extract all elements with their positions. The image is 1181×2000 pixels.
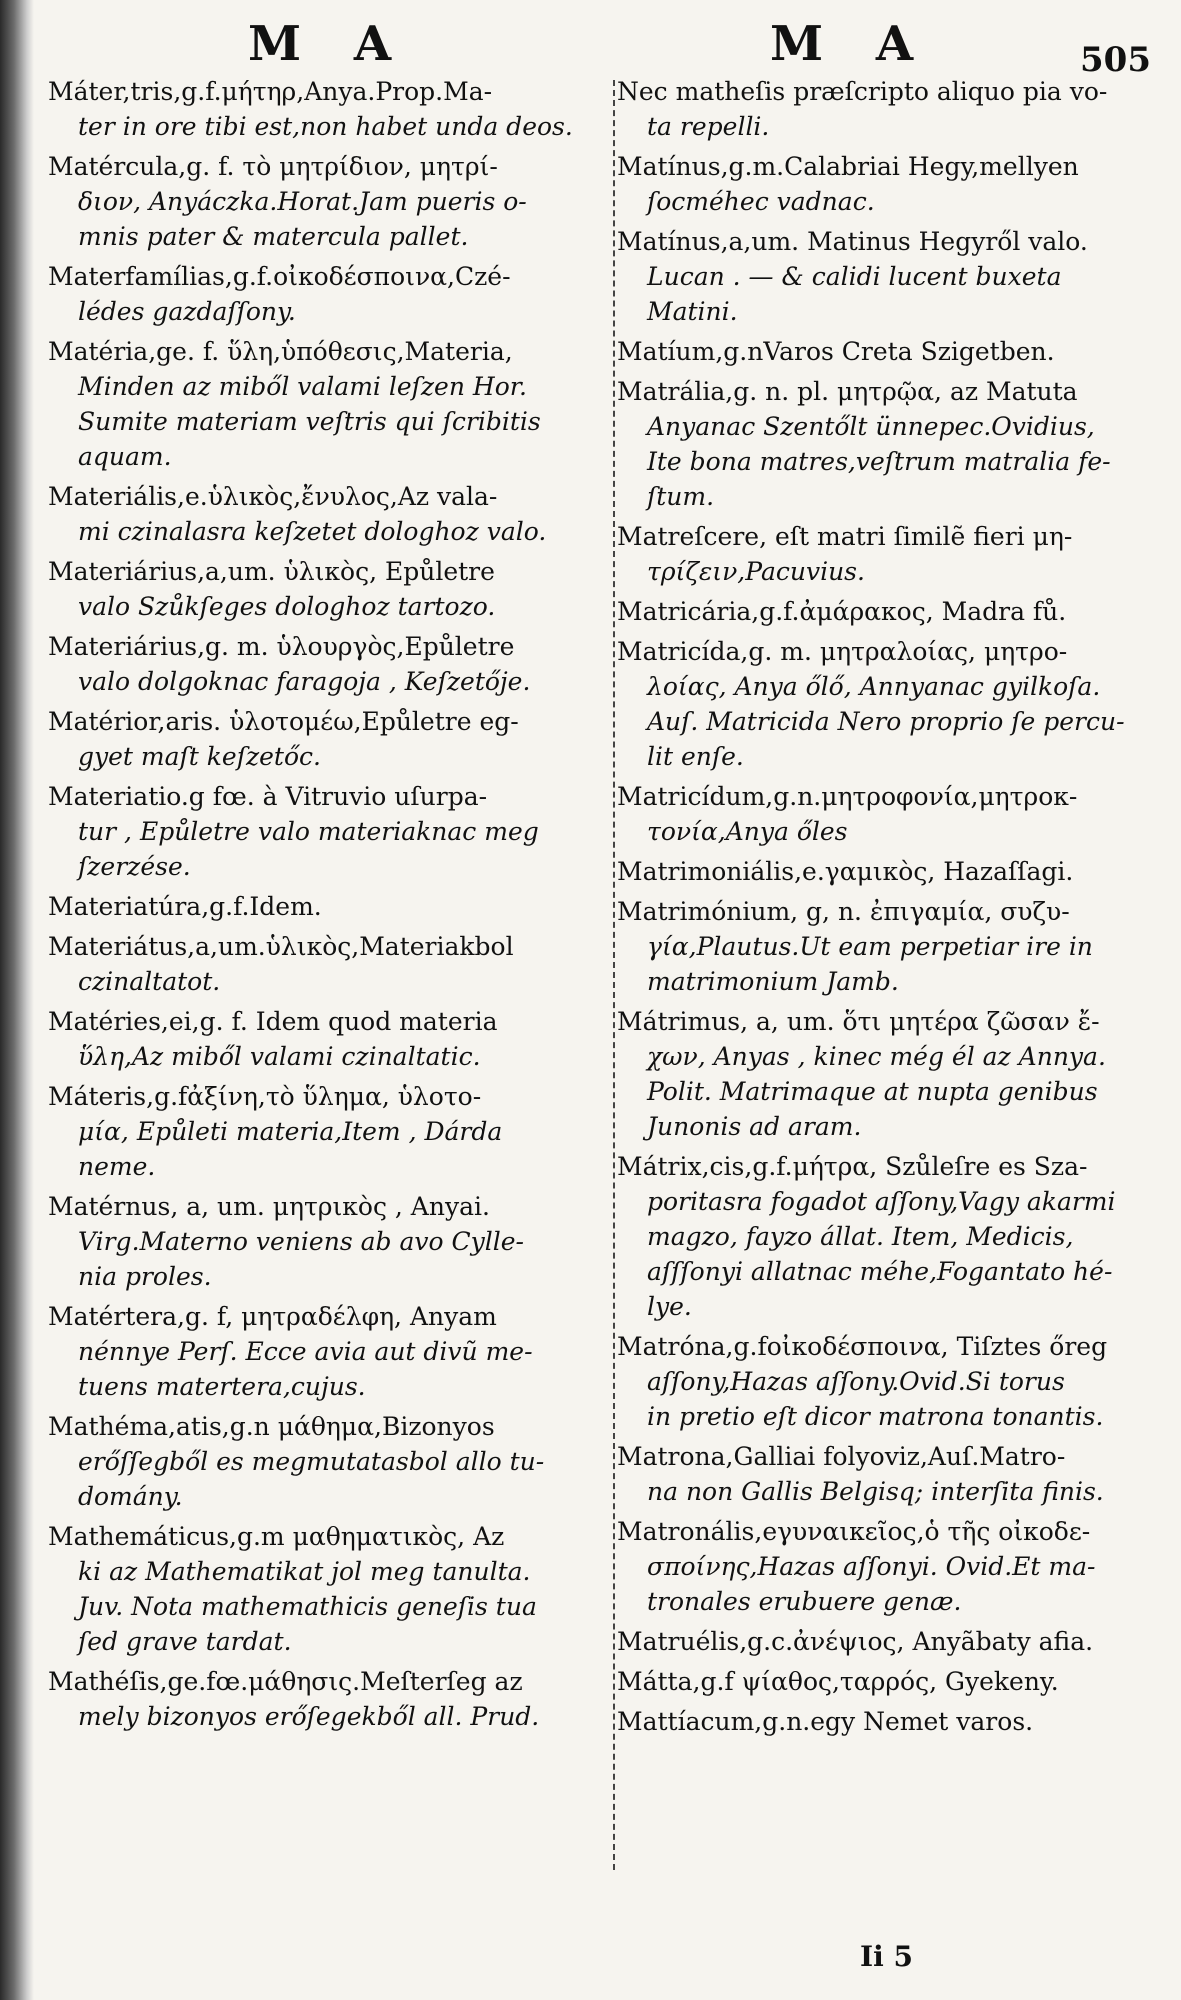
dictionary-entry <box>48 74 603 144</box>
entry-continuation: erőſſegből es megmutatasbol allo tu- <box>78 1447 545 1476</box>
page-number: 505 <box>1080 40 1151 80</box>
entry-continuation: τρίζειν,Pacuvius. <box>647 557 865 586</box>
entry-headline: Matrimónium, g, n. ἐπιγαμία, συζυ- <box>617 897 1070 926</box>
entry-continuation: τονία,Anya őles <box>647 817 848 846</box>
entry-continuation: Anyanac Szentőlt ünnepec.Ovidius, <box>647 412 1095 441</box>
dictionary-entry <box>617 149 1157 219</box>
book-binding-shadow <box>0 0 34 2000</box>
entry-headline: Materiális,e.ὑλικὸς,ἔνυλος,Az vala- <box>48 482 498 511</box>
entry-continuation: tuens matertera,cujus. <box>78 1372 366 1401</box>
dictionary-entry <box>617 334 1157 369</box>
entry-continuation: mi czinalasra keſzetet dologhoz valo. <box>78 517 547 546</box>
entry-continuation: nénnye Perſ. Ecce avia aut divũ me- <box>78 1337 533 1366</box>
dictionary-entry <box>48 149 603 254</box>
dictionary-entry <box>48 259 603 329</box>
entry-continuation: poritasra fogadot aſſony,Vagy akarmi <box>647 1187 1116 1216</box>
dictionary-entry <box>48 1664 603 1734</box>
entry-continuation: domány. <box>78 1482 183 1511</box>
entry-headline: Mátta,g.f ψίαθος,ταρρός, Gyekeny. <box>617 1667 1059 1696</box>
entry-headline: Mathéma,atis,g.n μάθημα,Bizonyos <box>48 1412 495 1441</box>
entry-continuation: valo Szůkſeges dologhoz tartozo. <box>78 592 496 621</box>
entry-headline: Matíum,g.nVaros Creta Szigetben. <box>617 337 1055 366</box>
entry-headline: Mattíacum,g.n.egy Nemet varos. <box>617 1707 1034 1736</box>
dictionary-entry <box>617 519 1157 589</box>
dictionary-entry <box>48 1409 603 1514</box>
entry-headline: Materfamílias,g.f.οἰκοδέσποινα,Czé- <box>48 262 511 291</box>
left-column <box>48 74 603 1739</box>
entry-headline: Máteris,g.fἀξίνη,τὸ ὕλημα, ὑλοτο- <box>48 1082 482 1111</box>
entry-continuation: valo dolgoknac faragoja , Keſzetője. <box>78 667 531 696</box>
entry-headline: Matínus,g.m.Calabriai Hegy,mellyen <box>617 152 1079 181</box>
entry-headline: Matricída,g. m. μητραλοίας, μητρο- <box>617 637 1068 666</box>
entry-continuation: ſzerzése. <box>78 852 191 881</box>
dictionary-entry <box>617 779 1157 849</box>
entry-continuation: czinaltatot. <box>78 967 221 996</box>
dictionary-entry <box>48 889 603 924</box>
entry-continuation: λοίας, Anya őlő, Annyanac gyilkoſa. <box>647 672 1101 701</box>
entry-continuation: Auſ. Matricida Nero proprio ſe percu- <box>647 707 1125 736</box>
dictionary-entry <box>48 1079 603 1184</box>
entry-continuation: Matini. <box>647 297 738 326</box>
entry-continuation: aſſony,Hazas aſſony.Ovid.Si torus <box>647 1367 1065 1396</box>
entry-headline: Matrimoniális,e.γαμικὸς, Hazaſſagi. <box>617 857 1074 886</box>
dictionary-entry <box>48 1004 603 1074</box>
entry-continuation: ſtum. <box>647 482 715 511</box>
entry-continuation: nia proles. <box>78 1262 212 1291</box>
dictionary-entry <box>617 1004 1157 1144</box>
dictionary-entry <box>617 854 1157 889</box>
entry-continuation: ὕλη,Az miből valami czinaltatic. <box>78 1042 481 1071</box>
dictionary-entry <box>48 479 603 549</box>
dictionary-entry <box>617 894 1157 999</box>
entry-continuation: γία,Plautus.Ut eam perpetiar ire in <box>647 932 1093 961</box>
entry-headline: Matéries,ei,g. f. Idem quod materia <box>48 1007 498 1036</box>
signature-mark: Ii 5 <box>860 1940 913 1973</box>
entry-continuation: neme. <box>78 1152 156 1181</box>
entry-headline: Matrona,Galliai folyoviz,Auſ.Matro- <box>617 1442 1066 1471</box>
entry-headline: Nec matheſis præſcripto aliquo pia vo- <box>617 77 1108 106</box>
entry-continuation: ta repelli. <box>647 112 770 141</box>
entry-continuation: mely bizonyos erőſegekből all. Prud. <box>78 1702 540 1731</box>
entry-headline: Mátrimus, a, um. ὅτι μητέρα ζῶσαν ἔ- <box>617 1007 1100 1036</box>
entry-continuation: aſſſonyi allatnac méhe,Fogantato hé- <box>647 1257 1113 1286</box>
entry-continuation: matrimonium Jamb. <box>647 967 899 996</box>
entry-continuation: lédes gazdaſſony. <box>78 297 296 326</box>
entry-continuation: Virg.Materno veniens ab avo Cylle- <box>78 1227 524 1256</box>
entry-continuation: ter in ore tibi est,non habet unda deos. <box>78 112 573 141</box>
dictionary-entry <box>617 1704 1157 1739</box>
entry-continuation: lye. <box>647 1292 692 1321</box>
dictionary-entry <box>617 74 1157 144</box>
dictionary-entry <box>617 1149 1157 1324</box>
dictionary-entry <box>48 929 603 999</box>
dictionary-entry <box>48 554 603 624</box>
entry-headline: Matértera,g. f, μητραδέλφη, Anyam <box>48 1302 497 1331</box>
entry-headline: Matricídum,g.n.μητροφονία,μητροκ- <box>617 782 1078 811</box>
dictionary-entry <box>617 1624 1157 1659</box>
dictionary-entry <box>617 224 1157 329</box>
dictionary-entry <box>617 1664 1157 1699</box>
entry-headline: Matricária,g.f.ἀμάρακος, Madra fů. <box>617 597 1067 626</box>
running-head-right: M A <box>770 16 932 72</box>
entry-headline: Matércula,g. f. τὸ μητρίδιον, μητρί- <box>48 152 498 181</box>
right-column <box>617 74 1157 1744</box>
dictionary-entry <box>48 704 603 774</box>
dictionary-entry <box>48 1519 603 1659</box>
entry-headline: Matínus,a,um. Matinus Hegyről valo. <box>617 227 1088 256</box>
entry-continuation: Junonis ad aram. <box>647 1112 862 1141</box>
entry-continuation: ſed grave tardat. <box>78 1627 292 1656</box>
entry-headline: Matérnus, a, um. μητρικὸς , Anyai. <box>48 1192 490 1221</box>
entry-continuation: magzo, fayzo állat. Item, Medicis, <box>647 1222 1074 1251</box>
dictionary-entry <box>617 1329 1157 1434</box>
entry-continuation: Polit. Matrimaque at nupta genibus <box>647 1077 1098 1106</box>
entry-continuation: gyet maſt keſzetőc. <box>78 742 321 771</box>
entry-continuation: ki az Mathematikat jol meg tanulta. <box>78 1557 531 1586</box>
dictionary-entry <box>48 1299 603 1404</box>
entry-continuation: μία, Epůleti materia,Item , Dárda <box>78 1117 503 1146</box>
entry-continuation: σποίνης,Hazas aſſonyi. Ovid.Et ma- <box>647 1552 1096 1581</box>
entry-headline: Matrália,g. n. pl. μητρῷα, az Matuta <box>617 377 1078 406</box>
entry-continuation: lit enſe. <box>647 742 744 771</box>
running-head-left: M A <box>248 16 410 72</box>
entry-continuation: na non Gallis Belgisq; interſita finis. <box>647 1477 1104 1506</box>
entry-headline: Matreſcere, eſt matri ſimilẽ fieri μη- <box>617 522 1073 551</box>
entry-continuation: in pretio eſt dicor matrona tonantis. <box>647 1402 1104 1431</box>
column-divider <box>613 80 615 1870</box>
entry-headline: Máter,tris,g.f.μήτηρ,Anya.Prop.Ma- <box>48 77 493 106</box>
entry-headline: Mathéſis,ge.fœ.μάθησις.Meſterſeg az <box>48 1667 523 1696</box>
entry-continuation: διον, Anyáczka.Horat.Jam pueris o- <box>78 187 527 216</box>
entry-continuation: aquam. <box>78 442 172 471</box>
entry-headline: Matérior,aris. ὑλοτομέω,Epůletre eg- <box>48 707 519 736</box>
entry-headline: Matróna,g.fοἰκοδέσποινα, Tiſztes őreg <box>617 1332 1108 1361</box>
dictionary-entry <box>48 779 603 884</box>
entry-continuation: Sumite materiam veſtris qui ſcribitis <box>78 407 541 436</box>
dictionary-entry <box>617 594 1157 629</box>
dictionary-entry <box>617 374 1157 514</box>
entry-continuation: Ite bona matres,veſtrum matralia fe- <box>647 447 1111 476</box>
entry-headline: Materiatio.g fœ. à Vitruvio uſurpa- <box>48 782 488 811</box>
dictionary-entry <box>617 1514 1157 1619</box>
dictionary-entry <box>48 334 603 474</box>
entry-headline: Materiárius,g. m. ὑλουργὸς,Epůletre <box>48 632 515 661</box>
entry-headline: Matéria,ge. f. ὕλη,ὑπόθεσις,Materia, <box>48 337 513 366</box>
entry-headline: Materiátus,a,um.ὑλικὸς,Materiakbol <box>48 932 514 961</box>
entry-headline: Materiatúra,g.f.Idem. <box>48 892 322 921</box>
entry-continuation: tronales erubuere genæ. <box>647 1587 962 1616</box>
entry-continuation: Juv. Nota mathemathicis geneſis tua <box>78 1592 537 1621</box>
entry-headline: Materiárius,a,um. ὑλικὸς, Epůletre <box>48 557 495 586</box>
dictionary-entry <box>48 1189 603 1294</box>
entry-headline: Matruélis,g.c.ἀνέψιος, Anyãbaty afia. <box>617 1627 1094 1656</box>
entry-continuation: mnis pater & matercula pallet. <box>78 222 469 251</box>
entry-continuation: χων, Anyas , kinec még él az Annya. <box>647 1042 1106 1071</box>
entry-continuation: tur , Epůletre valo materiaknac meg <box>78 817 539 846</box>
entry-headline: Matronális,eγυναικεῖος,ὁ τῆς οἰκοδε- <box>617 1517 1091 1546</box>
entry-headline: Mathemáticus,g.m μαθηματικὸς, Az <box>48 1522 505 1551</box>
entry-headline: Mátrix,cis,g.f.μήτρα, Szůleſre es Sza- <box>617 1152 1088 1181</box>
dictionary-entry <box>617 1439 1157 1509</box>
dictionary-entry <box>617 634 1157 774</box>
entry-continuation: Minden az miből valami leſzen Hor. <box>78 372 527 401</box>
dictionary-entry <box>48 629 603 699</box>
entry-continuation: ſocméhec vadnac. <box>647 187 875 216</box>
entry-continuation: Lucan . — & calidi lucent buxeta <box>647 262 1062 291</box>
